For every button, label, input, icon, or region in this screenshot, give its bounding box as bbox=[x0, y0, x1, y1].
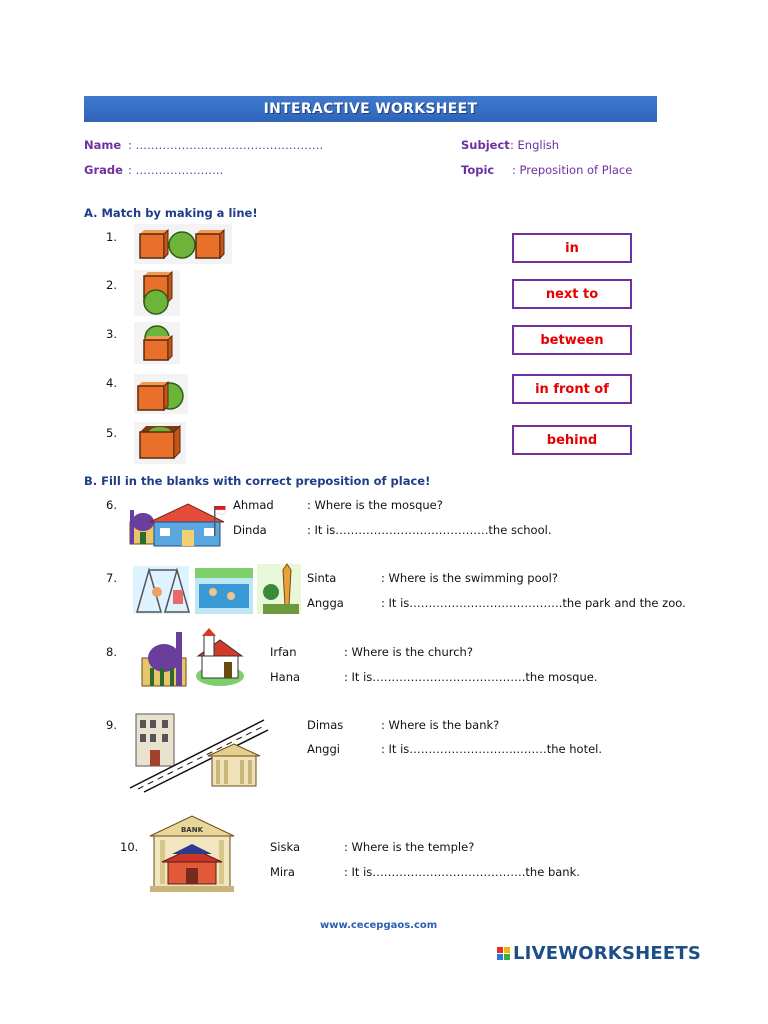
mosque-school-picture bbox=[128, 500, 226, 550]
bank-sign: BANK bbox=[180, 826, 204, 834]
item-6-a-text[interactable]: : It is………………………………….the school. bbox=[307, 523, 552, 537]
subject-value: : English bbox=[510, 138, 560, 152]
section-a-title: A. Match by making a line! bbox=[84, 206, 258, 220]
bank-temple-picture bbox=[146, 814, 238, 894]
item-4-number: 4. bbox=[106, 376, 117, 390]
liveworksheets-brand bbox=[497, 943, 701, 964]
topic-label: Topic bbox=[461, 163, 495, 177]
item-9-a-name: Anggi bbox=[307, 742, 340, 756]
item-8-q-text: : Where is the church? bbox=[344, 645, 473, 659]
item-10-q-name: Siska bbox=[270, 840, 300, 854]
item-8-a-name: Hana bbox=[270, 670, 301, 684]
item-10-q-text: : Where is the temple? bbox=[344, 840, 475, 854]
item-9-q-name: Dimas bbox=[307, 718, 344, 732]
item-7-q-text: : Where is the swimming pool? bbox=[381, 571, 558, 585]
mosque-church-picture bbox=[140, 628, 248, 688]
name-label: Name bbox=[84, 138, 122, 152]
item-7-a-name: Angga bbox=[307, 596, 344, 610]
in-picture bbox=[134, 422, 186, 464]
item-10-a-name: Mira bbox=[270, 865, 295, 879]
name-value[interactable]: : …………………………………………. bbox=[128, 138, 324, 152]
behind-picture bbox=[134, 322, 180, 364]
item-3-number: 3. bbox=[106, 327, 117, 341]
footer-url[interactable]: www.cecepgaos.com bbox=[320, 920, 438, 931]
item-8-number: 8. bbox=[106, 645, 117, 659]
item-6-q-name: Ahmad bbox=[233, 498, 274, 512]
item-9-number: 9. bbox=[106, 718, 117, 732]
item-5-number: 5. bbox=[106, 426, 117, 440]
item-7-a-text[interactable]: : It is………………………………….the park and the zoo. bbox=[381, 596, 686, 610]
answer-box-between[interactable]: between bbox=[512, 325, 632, 355]
topic-value: : Preposition of Place bbox=[512, 163, 633, 177]
answer-box-behind[interactable]: behind bbox=[512, 425, 632, 455]
worksheet-title-banner: INTERACTIVE WORKSHEET bbox=[84, 96, 657, 122]
item-2-number: 2. bbox=[106, 278, 117, 292]
item-10-number: 10. bbox=[120, 840, 139, 854]
subject-label: Subject bbox=[461, 138, 510, 152]
item-9-a-text[interactable]: : It is………………………...……the hotel. bbox=[381, 742, 603, 756]
item-6-q-text: : Where is the mosque? bbox=[307, 498, 443, 512]
hotel-road-bank-picture bbox=[128, 712, 270, 792]
grade-label: Grade bbox=[84, 163, 123, 177]
park-pool-zoo-picture bbox=[133, 562, 301, 616]
item-8-q-name: Irfan bbox=[270, 645, 297, 659]
answer-box-next-to[interactable]: next to bbox=[512, 279, 632, 309]
item-7-q-name: Sinta bbox=[307, 571, 337, 585]
item-8-a-text[interactable]: : It is………………………………….the mosque. bbox=[344, 670, 598, 684]
item-7-number: 7. bbox=[106, 571, 117, 585]
section-b-title: B. Fill in the blanks with correct preposition of place! bbox=[84, 474, 431, 488]
in-front-of-picture bbox=[134, 270, 180, 316]
next-to-picture bbox=[134, 374, 188, 414]
item-6-a-name: Dinda bbox=[233, 523, 267, 537]
item-6-number: 6. bbox=[106, 498, 117, 512]
answer-box-in[interactable]: in bbox=[512, 233, 632, 263]
brand-text: LIVEWORKSHEETS bbox=[513, 943, 702, 964]
item-9-q-text: : Where is the bank? bbox=[381, 718, 500, 732]
answer-box-in-front-of[interactable]: in front of bbox=[512, 374, 632, 404]
between-picture bbox=[134, 224, 232, 264]
item-1-number: 1. bbox=[106, 230, 117, 244]
liveworksheets-logo-icon bbox=[497, 947, 510, 960]
item-10-a-text[interactable]: : It is………………………………….the bank. bbox=[344, 865, 580, 879]
grade-value[interactable]: : ………………….. bbox=[128, 163, 224, 177]
